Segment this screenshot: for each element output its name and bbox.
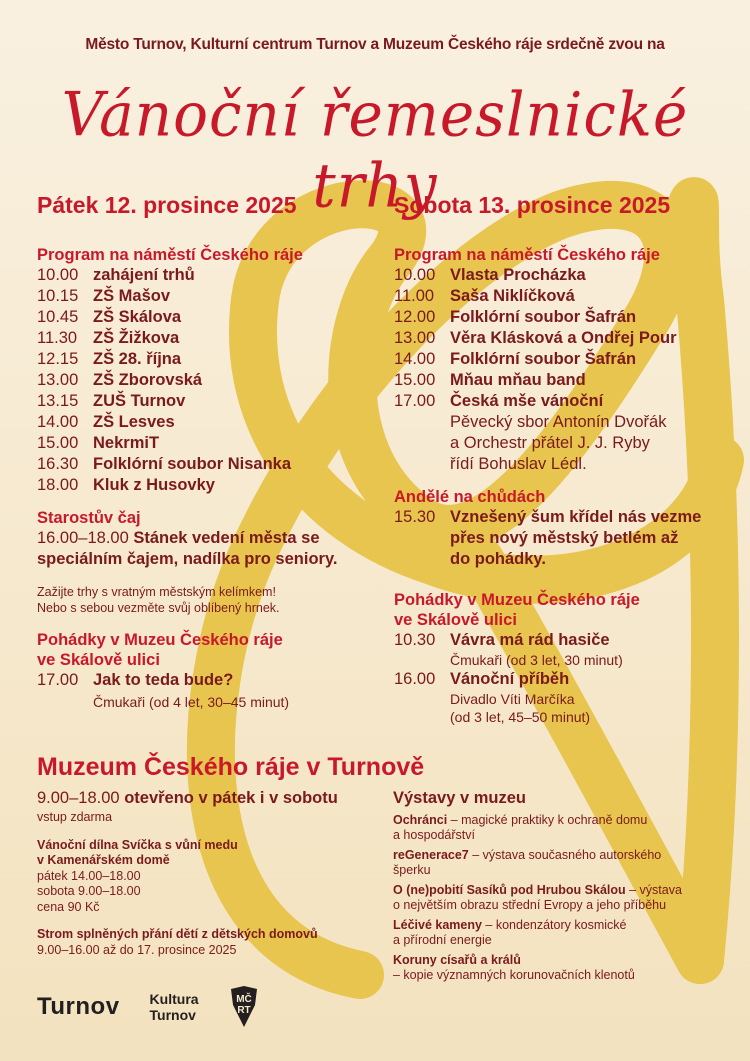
tale-sub: Čmukaři (od 3 let, 30 minut) (450, 652, 623, 668)
program-name: Vlasta Procházka (450, 266, 586, 284)
program-time: 12.00 (394, 308, 436, 326)
angels-time: 15.30 (394, 508, 436, 526)
program-time: 15.00 (37, 434, 79, 452)
saturday-program-heading: Program na náměstí Českého ráje (394, 246, 660, 264)
program-time: 17.00 (394, 392, 436, 410)
exhibition-item (393, 883, 733, 913)
museum-entry: vstup zdarma (37, 810, 113, 824)
tree-title: Strom splněných přání dětí z dětských domovů (37, 927, 318, 941)
exhibition-line (393, 883, 733, 898)
logo-line: Turnov (149, 1007, 196, 1023)
angels-line: Vznešený šum křídel nás vezme (450, 508, 702, 526)
program-time: 12.15 (37, 350, 79, 368)
friday-heading: Pátek 12. prosince 2025 (37, 192, 297, 218)
program-time: 11.00 (394, 287, 435, 305)
program-name: ZUŠ Turnov (93, 392, 186, 410)
exhibition-desc-line: – kopie významných korunovačních klenotů (393, 968, 635, 982)
workshop-line: cena 90 Kč (37, 899, 100, 914)
workshop-line: pátek 14.00–18.00 (37, 868, 141, 883)
tale-item (37, 670, 377, 691)
mass-line: řídí Bohuslav Lédl. (450, 455, 587, 473)
kultura-turnov-logo (150, 991, 199, 1023)
logo-bar (37, 985, 259, 1029)
saturday-tales-heading (394, 590, 734, 630)
tea-heading: Starostův čaj (37, 509, 141, 527)
angels-line: do pohádky. (450, 550, 546, 568)
program-item (37, 454, 377, 475)
workshop-title-line: v Kamenářském domě (37, 853, 170, 867)
program-time: 13.00 (37, 371, 79, 389)
cup-note (37, 584, 377, 616)
program-item (37, 349, 377, 370)
tree-text: 9.00–16.00 až do 17. prosince 2025 (37, 942, 237, 957)
program-name: ZŠ Skálova (93, 308, 182, 326)
program-name: Věra Klásková a Ondřej Pour (450, 329, 677, 347)
tale-sub: Divadlo Víti Marčíka (450, 691, 575, 707)
program-item (37, 370, 377, 391)
tale-time: 16.00 (394, 670, 436, 688)
invitation-line: Město Turnov, Kulturní centrum Turnov a Muzeum Českého ráje srdečně zvou na (85, 36, 665, 53)
program-item (394, 328, 734, 349)
page-title: Vánoční řemeslnické trhy (61, 78, 689, 222)
tale-sub: Čmukaři (od 4 let, 30–45 minut) (93, 694, 290, 710)
tale-name: Vánoční příběh (450, 670, 570, 688)
program-item (37, 475, 377, 496)
program-time: 13.00 (394, 329, 436, 347)
tea-text: Stánek vedení města se speciálním čajem, nadílka pro seniory. (37, 529, 338, 568)
exhibition-name: Koruny císařů a králů (393, 953, 521, 967)
exhibition-item (393, 813, 733, 843)
exhibition-desc: – výstava (625, 883, 682, 897)
mass-details (394, 412, 734, 475)
saturday-program-list (394, 265, 734, 412)
program-name: Mňau mňau band (450, 371, 586, 389)
heading-line: ve Skálově ulici (394, 611, 517, 629)
program-name: Folklórní soubor Šafrán (450, 308, 637, 326)
workshop-details (37, 869, 382, 916)
museum-exhibitions (393, 789, 733, 983)
exhibition-desc: – kondenzátory kosmické (481, 918, 627, 932)
workshop-line: sobota 9.00–18.00 (37, 884, 141, 898)
program-time: 10.45 (37, 308, 79, 326)
heading-line: Pohádky v Muzeu Českého ráje (37, 631, 283, 649)
exhibition-line (393, 813, 733, 828)
exhibition-line (393, 918, 733, 933)
mass-line: Pěvecký sbor Antonín Dvořák (450, 413, 667, 431)
svg-text:RT: RT (236, 1005, 251, 1016)
program-name: ZŠ Žižkova (93, 329, 180, 347)
program-name: ZŠ Mašov (93, 287, 171, 305)
friday-tales-heading (37, 630, 377, 670)
exhibition-name: O (ne)pobití Sasíků pod Hrubou Skálou (393, 883, 626, 897)
program-item (394, 391, 734, 412)
exhibition-name: reGenerace7 (393, 848, 469, 862)
exhibitions-heading: Výstavy v muzeu (393, 789, 526, 807)
program-time: 10.00 (394, 266, 436, 284)
program-item (37, 391, 377, 412)
workshop-title (37, 838, 382, 869)
program-item (37, 412, 377, 433)
program-time: 16.30 (37, 455, 79, 473)
program-item (37, 307, 377, 328)
angels-text (450, 507, 701, 570)
exhibition-desc-line: šperku (393, 863, 431, 877)
exhibition-line (393, 953, 733, 968)
tale-time: 10.30 (394, 631, 436, 649)
exhibition-item (393, 918, 733, 948)
saturday-column (394, 192, 734, 726)
tale-item (394, 630, 734, 651)
program-item (394, 307, 734, 328)
program-item (37, 433, 377, 454)
friday-program-list (37, 265, 377, 496)
exhibition-name: Léčivé kameny (393, 918, 482, 932)
exhibition-item (393, 848, 733, 878)
exhibition-desc-line: a hospodářství (393, 828, 475, 842)
friday-program-heading: Program na náměstí Českého ráje (37, 246, 303, 264)
program-name: Saša Niklíčková (450, 287, 575, 305)
tale-name: Jak to teda bude? (93, 671, 234, 689)
mcr-shield-logo (229, 985, 259, 1029)
program-item (394, 349, 734, 370)
program-time: 15.00 (394, 371, 436, 389)
museum-heading: Muzeum Českého ráje v Turnově (37, 753, 425, 781)
program-time: 14.00 (37, 413, 79, 431)
program-name: ZŠ Lesves (93, 413, 175, 431)
program-item (394, 370, 734, 391)
program-item (37, 328, 377, 349)
exhibition-name: Ochránci (393, 813, 448, 827)
program-item (394, 265, 734, 286)
friday-column (37, 192, 377, 711)
exhibitions-list (393, 813, 733, 983)
exhibition-desc: – výstava současného autorského (468, 848, 662, 862)
program-name: Česká mše vánoční (450, 392, 604, 410)
exhibition-desc-line: a přírodní energie (393, 933, 492, 947)
program-item (37, 286, 377, 307)
tale-time: 17.00 (37, 671, 79, 689)
heading-line: ve Skálově ulici (37, 651, 160, 669)
program-time: 14.00 (394, 350, 436, 368)
heading-line: Pohádky v Muzeu Českého ráje (394, 591, 640, 609)
tale-item (394, 669, 734, 690)
exhibition-item (393, 953, 733, 983)
program-item (394, 286, 734, 307)
mass-line: a Orchestr přátel J. J. Ryby (450, 434, 650, 452)
svg-text:MČ: MČ (235, 994, 252, 1005)
tea-item (37, 528, 377, 570)
program-time: 10.15 (37, 287, 79, 305)
program-name: ZŠ 28. října (93, 350, 182, 368)
program-time: 13.15 (37, 392, 79, 410)
program-name: Kluk z Husovky (93, 476, 215, 494)
saturday-heading: Sobota 13. prosince 2025 (394, 192, 671, 218)
museum-left (37, 789, 382, 958)
museum-hours-text: otevřeno v pátek i v sobotu (124, 789, 338, 807)
exhibition-desc: – magické praktiky k ochraně domu (447, 813, 648, 827)
program-time: 11.30 (37, 329, 78, 347)
workshop-title-line: Vánoční dílna Svíčka s vůní medu (37, 837, 238, 852)
cup-note-line: Zažijte trhy s vratným městským kelímkem! (37, 585, 276, 599)
exhibition-line (393, 848, 733, 863)
tea-time: 16.00–18.00 (37, 529, 129, 547)
museum-hours-time: 9.00–18.00 (37, 789, 120, 807)
museum-hours (37, 789, 382, 808)
program-time: 10.00 (37, 266, 79, 284)
exhibition-desc-line: o největším obrazu střední Evropy a jeho příběhu (393, 898, 667, 912)
tale-name: Vávra má rád hasiče (450, 631, 610, 649)
program-name: Folklórní soubor Šafrán (450, 350, 637, 368)
logo-line: Kultura (149, 991, 199, 1007)
cup-note-line: Nebo s sebou vezměte svůj oblíbený hrnek. (37, 601, 280, 615)
angels-heading: Andělé na chůdách (394, 488, 546, 506)
program-name: zahájení trhů (93, 266, 195, 284)
program-name: NekrmiT (93, 434, 160, 452)
program-name: Folklórní soubor Nisanka (93, 455, 292, 473)
program-time: 18.00 (37, 476, 79, 494)
program-name: ZŠ Zborovská (93, 371, 203, 389)
turnov-logo: Turnov (37, 993, 120, 1020)
angels-line: přes nový městský betlém až (450, 529, 679, 547)
tale-sub: (od 3 let, 45–50 minut) (450, 709, 591, 725)
angels-item (394, 507, 734, 570)
program-item (37, 265, 377, 286)
